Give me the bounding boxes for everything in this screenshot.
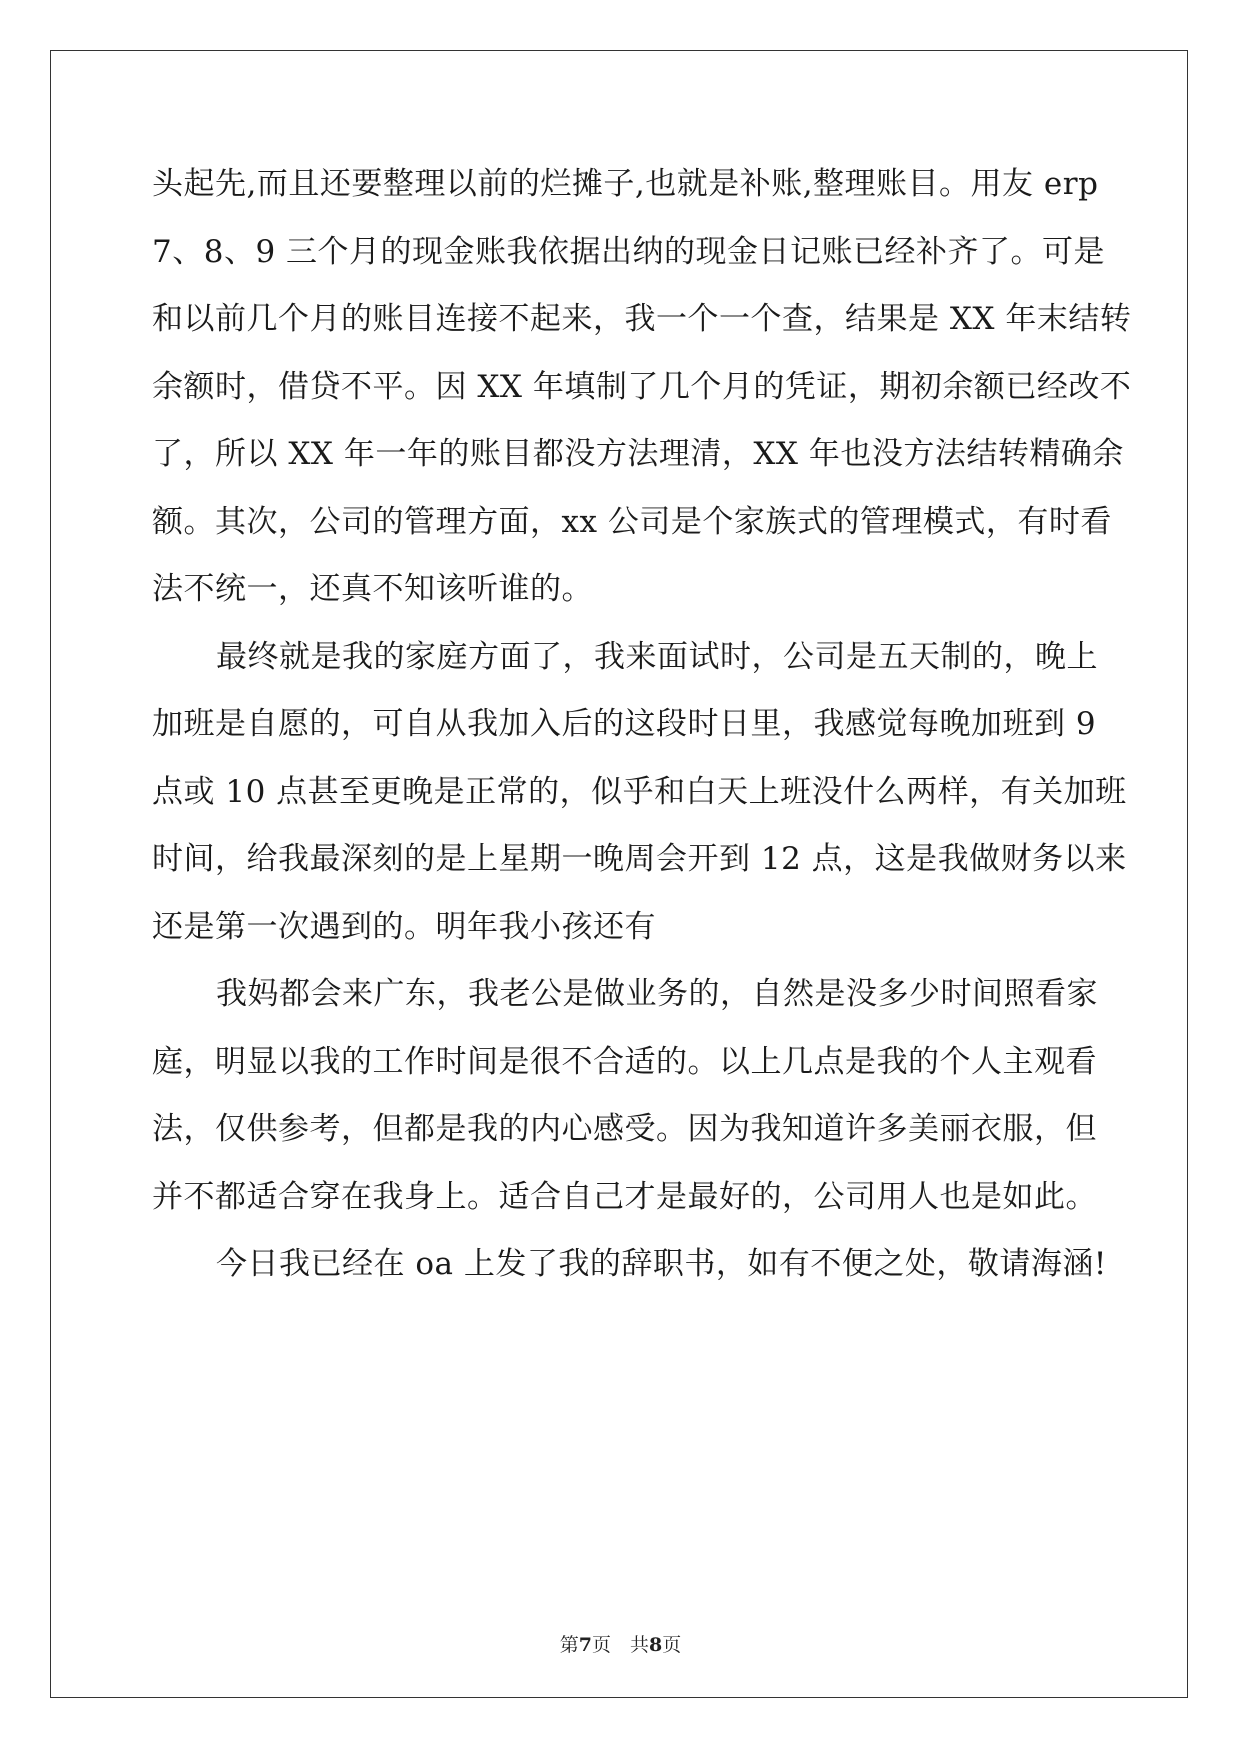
text-line: 了，所以 XX 年一年的账目都没方法理清，XX 年也没方法结转精确余 — [152, 436, 1124, 472]
page-suffix: 页 — [662, 1634, 682, 1656]
paragraph-start-line: 最终就是我的家庭方面了，我来面试时，公司是五天制的，晚上 — [216, 638, 1098, 675]
paragraph-start-line: 今日我已经在 oa 上发了我的辞职书，如有不便之处，敬请海涵! — [216, 1246, 1107, 1282]
text-line: 额。其次，公司的管理方面，xx 公司是个家族式的管理模式，有时看 — [152, 503, 1112, 540]
page-total: 8 — [649, 1634, 663, 1656]
text-line: 和以前几个月的账目连接不起来，我一个一个查，结果是 XX 年末结转 — [152, 301, 1132, 337]
page-prefix: 第 — [559, 1634, 579, 1656]
page-footer — [0, 1630, 1241, 1657]
text-line: 法不统一，还真不知该听谁的。 — [152, 571, 593, 607]
text-line: 7、8、9 三个月的现金账我依据出纳的现金日记账已经补齐了。可是 — [152, 233, 1106, 270]
paragraph-start-line: 我妈都会来广东，我老公是做业务的，自然是没多少时间照看家 — [216, 976, 1098, 1012]
text-line: 时间，给我最深刻的是上星期一晚周会开到 12 点，这是我做财务以来 — [152, 841, 1127, 877]
text-line: 加班是自愿的，可自从我加入后的这段时日里，我感觉每晚加班到 9 — [152, 706, 1097, 742]
page-current: 7 — [578, 1634, 592, 1656]
page-mid: 页 共 — [591, 1634, 649, 1656]
text-line: 点或 10 点甚至更晚是正常的，似乎和白天上班没什么两样，有关加班 — [152, 773, 1127, 810]
text-line: 庭，明显以我的工作时间是很不合适的。以上几点是我的个人主观看 — [152, 1043, 1097, 1080]
text-line: 头起先,而且还要整理以前的烂摊子,也就是补账,整理账目。用友 erp — [152, 166, 1099, 202]
document-body — [152, 164, 1132, 1312]
text-line: 法，仅供参考，但都是我的内心感受。因为我知道许多美丽衣服，但 — [152, 1111, 1097, 1147]
text-line: 余额时，借贷不平。因 XX 年填制了几个月的凭证，期初余额已经改不 — [152, 368, 1132, 405]
text-line: 并不都适合穿在我身上。适合自己才是最好的，公司用人也是如此。 — [152, 1178, 1097, 1215]
text-line: 还是第一次遇到的。明年我小孩还有 — [152, 908, 656, 945]
